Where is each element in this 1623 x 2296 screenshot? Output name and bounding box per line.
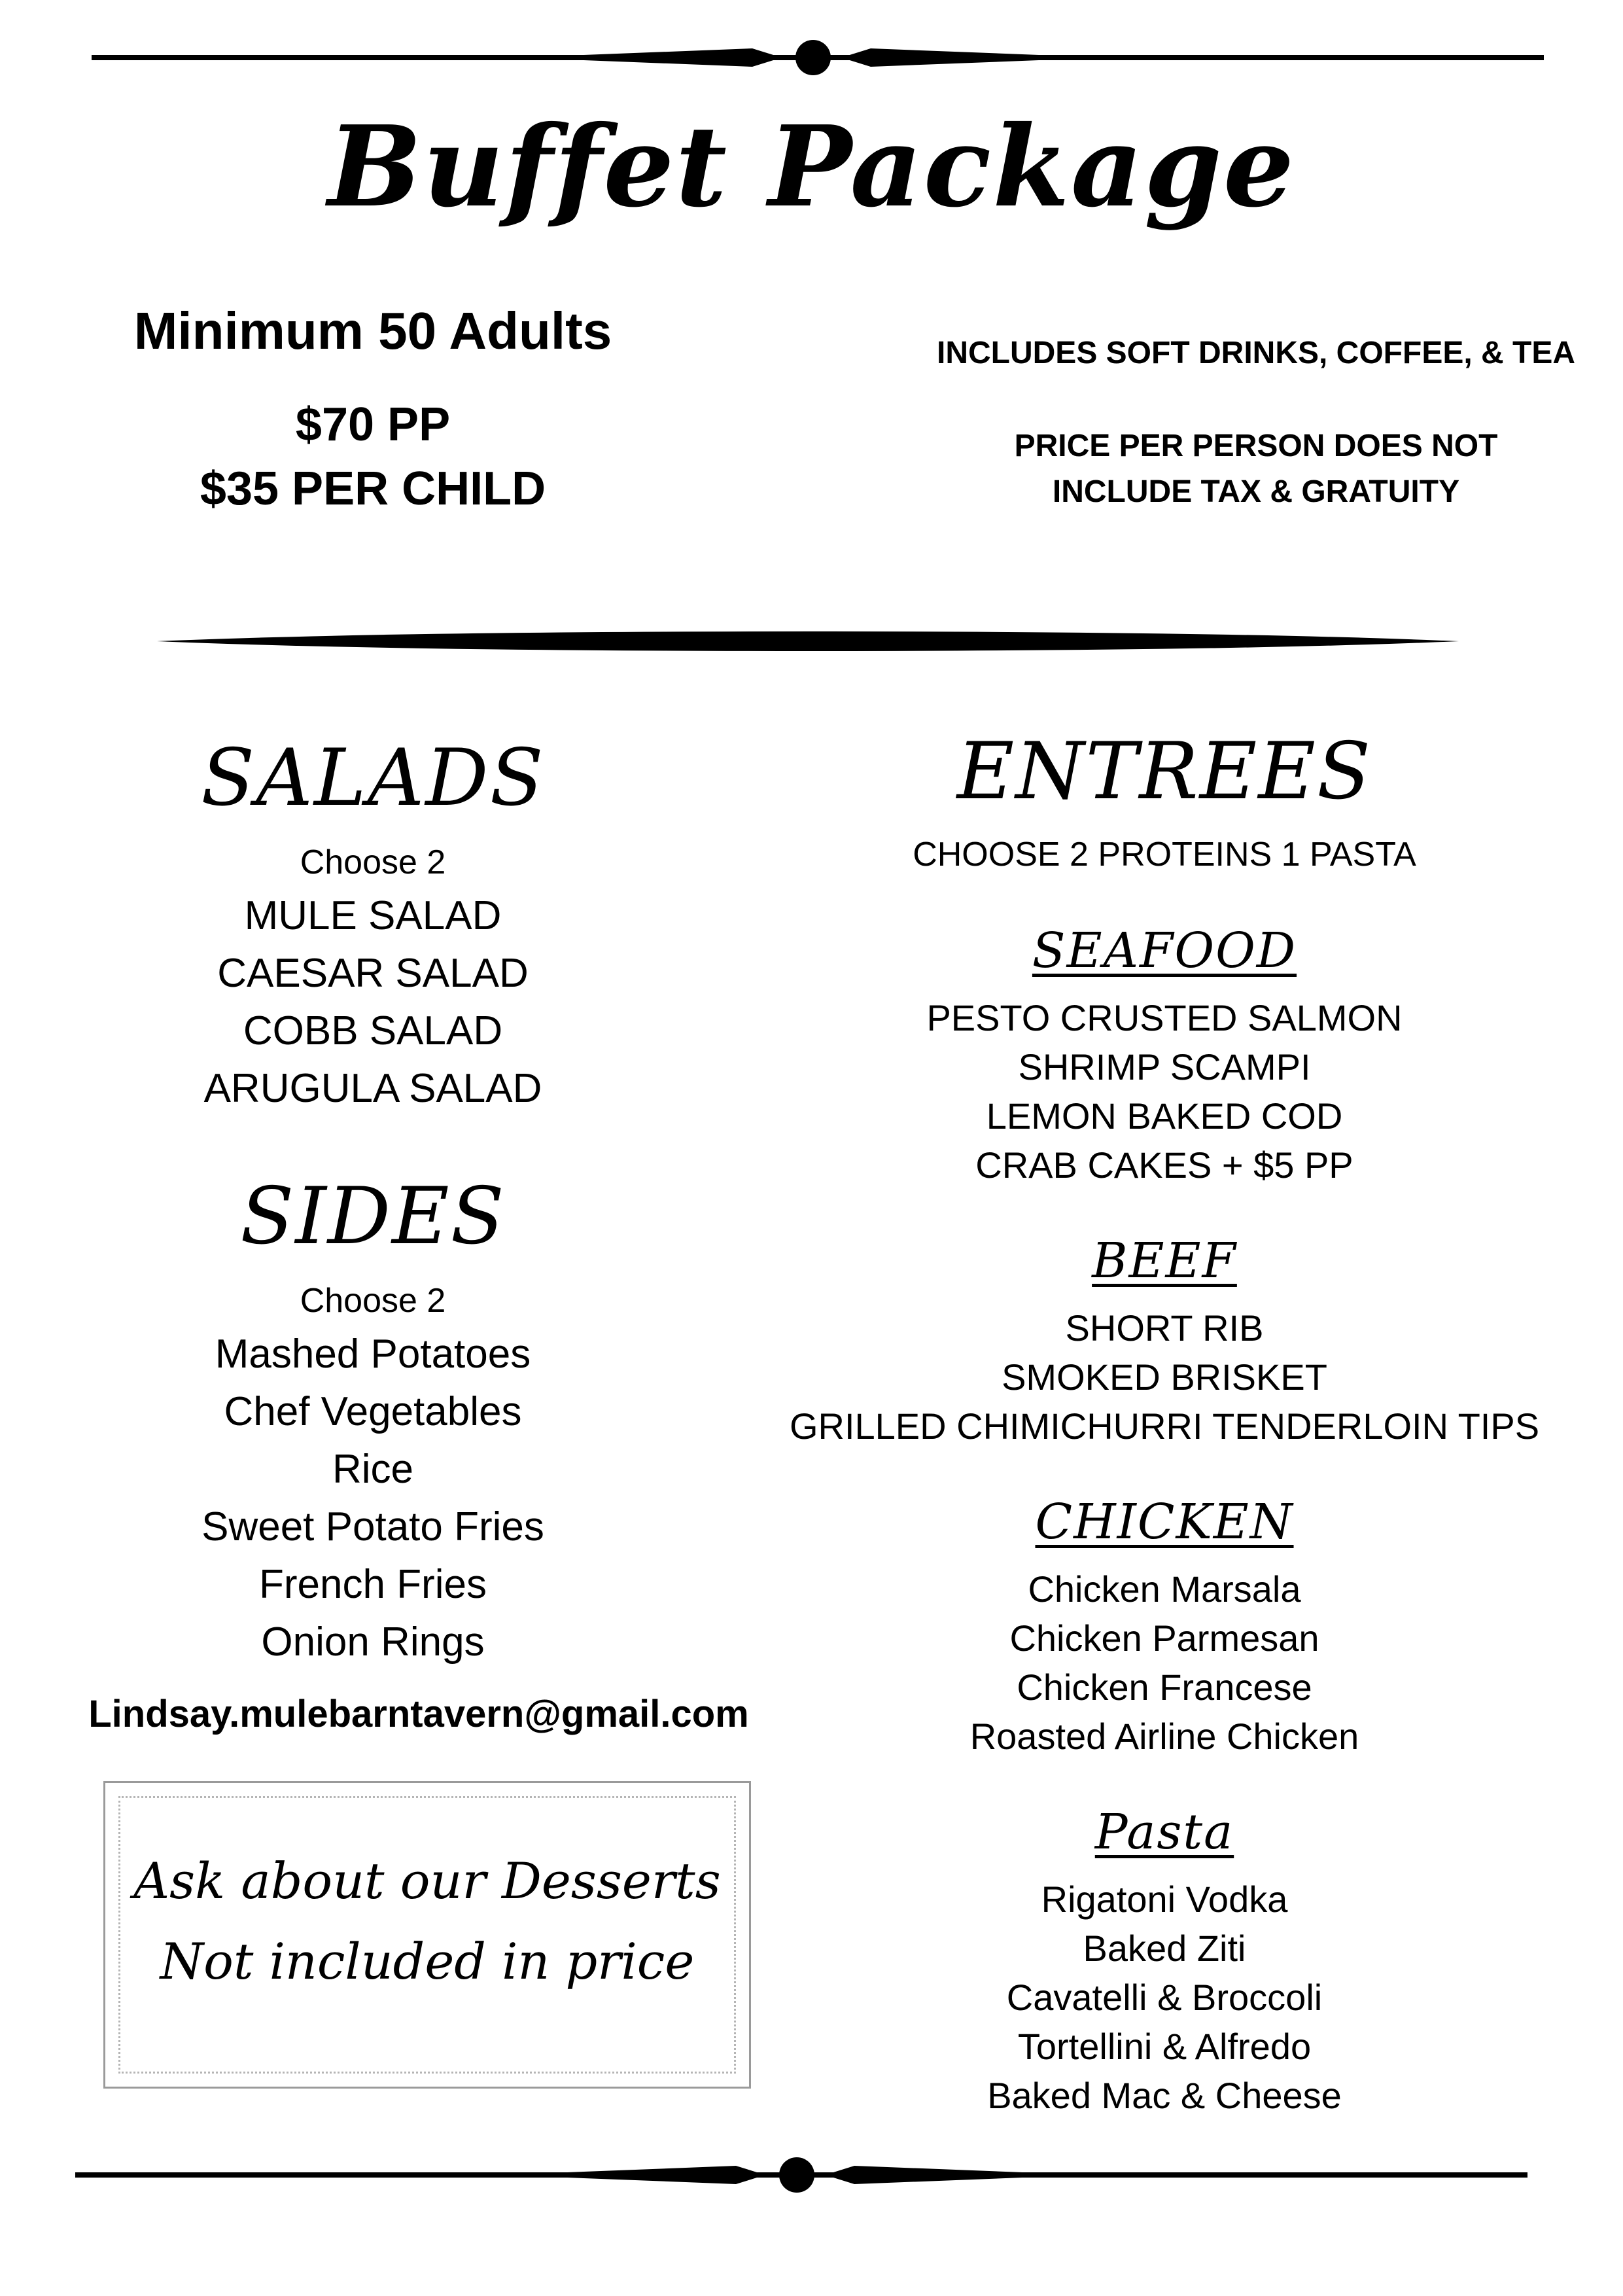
chicken-item: Chicken Marsala [1028,1568,1301,1610]
salads-heading: SALADS [201,733,545,824]
pasta-item: Tortellini & Alfredo [1017,2026,1312,2067]
sides-choose: Choose 2 [300,1282,446,1320]
entrees-heading: ENTREES [956,726,1372,817]
includes-note: INCLUDES SOFT DRINKS, COFFEE, & TEA [936,336,1576,370]
minimum-adults: Minimum 50 Adults [133,302,612,360]
side-item: Chef Vegetables [224,1389,522,1434]
bottom-ornament-divider [0,2150,1623,2202]
side-item: Sweet Potato Fries [201,1504,544,1549]
chicken-heading: CHICKEN [1035,1494,1294,1550]
chicken-item: Roasted Airline Chicken [969,1716,1359,1757]
price-adult: $70 PP [295,398,451,451]
salads-choose: Choose 2 [300,843,446,881]
seafood-heading: SEAFOOD [1032,923,1297,979]
tax-note-line-1: PRICE PER PERSON DOES NOT [1014,429,1498,463]
salads-section [105,733,641,1118]
dessert-notice-line-2: Not included in price [160,1932,695,1990]
contact-email[interactable]: Lindsay.mulebarntavern@gmail.com [88,1693,749,1735]
seafood-item: CRAB CAKES + $5 PP [975,1144,1353,1186]
salad-item: CAESAR SALAD [217,951,529,996]
side-item: French Fries [259,1562,487,1607]
tax-note-line-2: INCLUDE TAX & GRATUITY [1052,474,1460,509]
sides-list [201,1326,544,1671]
pasta-list [987,1875,1342,2120]
seafood-item: LEMON BAKED COD [986,1095,1343,1137]
salad-item: COBB SALAD [243,1008,503,1053]
price-child: $35 PER CHILD [200,463,546,515]
side-item: Mashed Potatoes [215,1332,531,1377]
beef-item: SMOKED BRISKET [1002,1356,1327,1398]
pasta-item: Baked Ziti [1083,1928,1246,1969]
pasta-item: Cavatelli & Broccoli [1006,1977,1323,2018]
beef-heading: BEEF [1092,1233,1237,1289]
beef-item: GRILLED CHIMICHURRI TENDERLOIN TIPS [789,1405,1540,1447]
sides-section [105,1171,641,1671]
sides-heading: SIDES [240,1171,506,1262]
seafood-list [926,993,1402,1190]
salads-list [204,887,542,1118]
beef-item: SHORT RIB [1065,1307,1264,1349]
pasta-item: Baked Mac & Cheese [987,2075,1342,2116]
chicken-list [970,1564,1359,1761]
salad-item: MULE SALAD [244,893,502,938]
tax-note [903,423,1609,515]
seafood-item: SHRIMP SCAMPI [1018,1046,1311,1087]
beef-list [790,1303,1539,1451]
pasta-heading: Pasta [1094,1804,1234,1860]
dessert-notice-box [103,1781,751,2089]
page-title: Buffet Package [327,101,1296,232]
entrees-section [772,726,1557,2120]
salad-item: ARUGULA SALAD [203,1066,542,1111]
chicken-item: Chicken Francese [1017,1667,1312,1708]
side-item: Rice [332,1447,413,1492]
dessert-notice-line-1: Ask about our Desserts [133,1852,721,1910]
side-item: Onion Rings [261,1619,485,1665]
seafood-item: PESTO CRUSTED SALMON [926,997,1403,1038]
chicken-item: Chicken Parmesan [1009,1617,1319,1659]
entrees-choose: CHOOSE 2 PROTEINS 1 PASTA [913,836,1416,874]
pasta-item: Rigatoni Vodka [1041,1879,1288,1920]
